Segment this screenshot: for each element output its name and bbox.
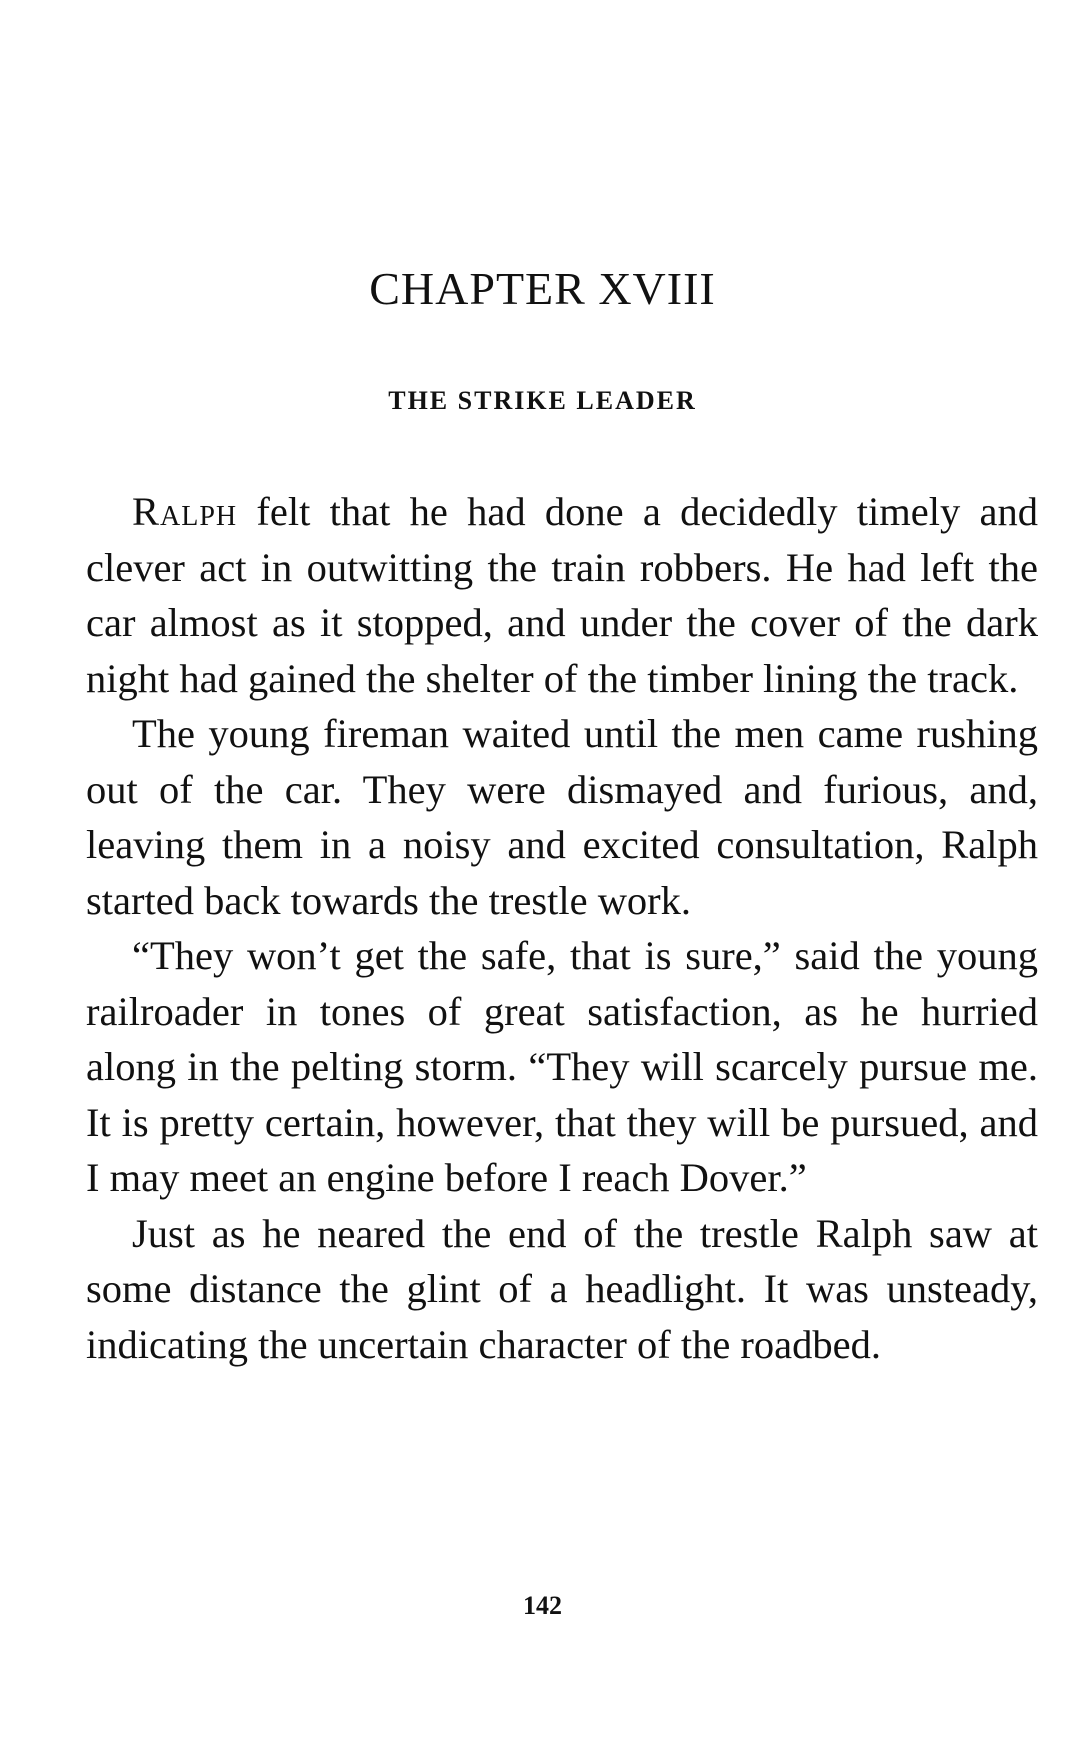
body-text	[86, 484, 1038, 1372]
paragraph-1-text: felt that he had done a decidedly timely and clever act in outwitting the train robbers. He had left the car almost as it stopped, and under the cover of the dark night had gained the shelter of the timber lining the track.	[86, 489, 1038, 701]
paragraph-1	[86, 484, 1038, 706]
page-number: 142	[523, 1591, 562, 1620]
chapter-heading: CHAPTER XVIII	[369, 263, 716, 314]
lead-word: Ralph	[132, 489, 238, 534]
paragraph-2: The young fireman waited until the men came rushing out of the car. They were dismayed and furious, and, leaving them in a noisy and excited consultation, Ralph started back towards the trestle work.	[86, 711, 1038, 923]
paragraph-3: “They won’t get the safe, that is sure,” said the young railroader in tones of great satisfaction, as he hurried along in the pelting storm. “They will scarcely pursue me. It is pretty certain, however, that they will be pursued, and I may meet an engine before I reach Dover.”	[86, 933, 1038, 1200]
chapter-subtitle: THE STRIKE LEADER	[388, 386, 697, 415]
paragraph-4: Just as he neared the end of the trestle Ralph saw at some distance the glint of a headlight. It was unsteady, indicating the uncertain character of the roadbed.	[86, 1210, 1038, 1367]
